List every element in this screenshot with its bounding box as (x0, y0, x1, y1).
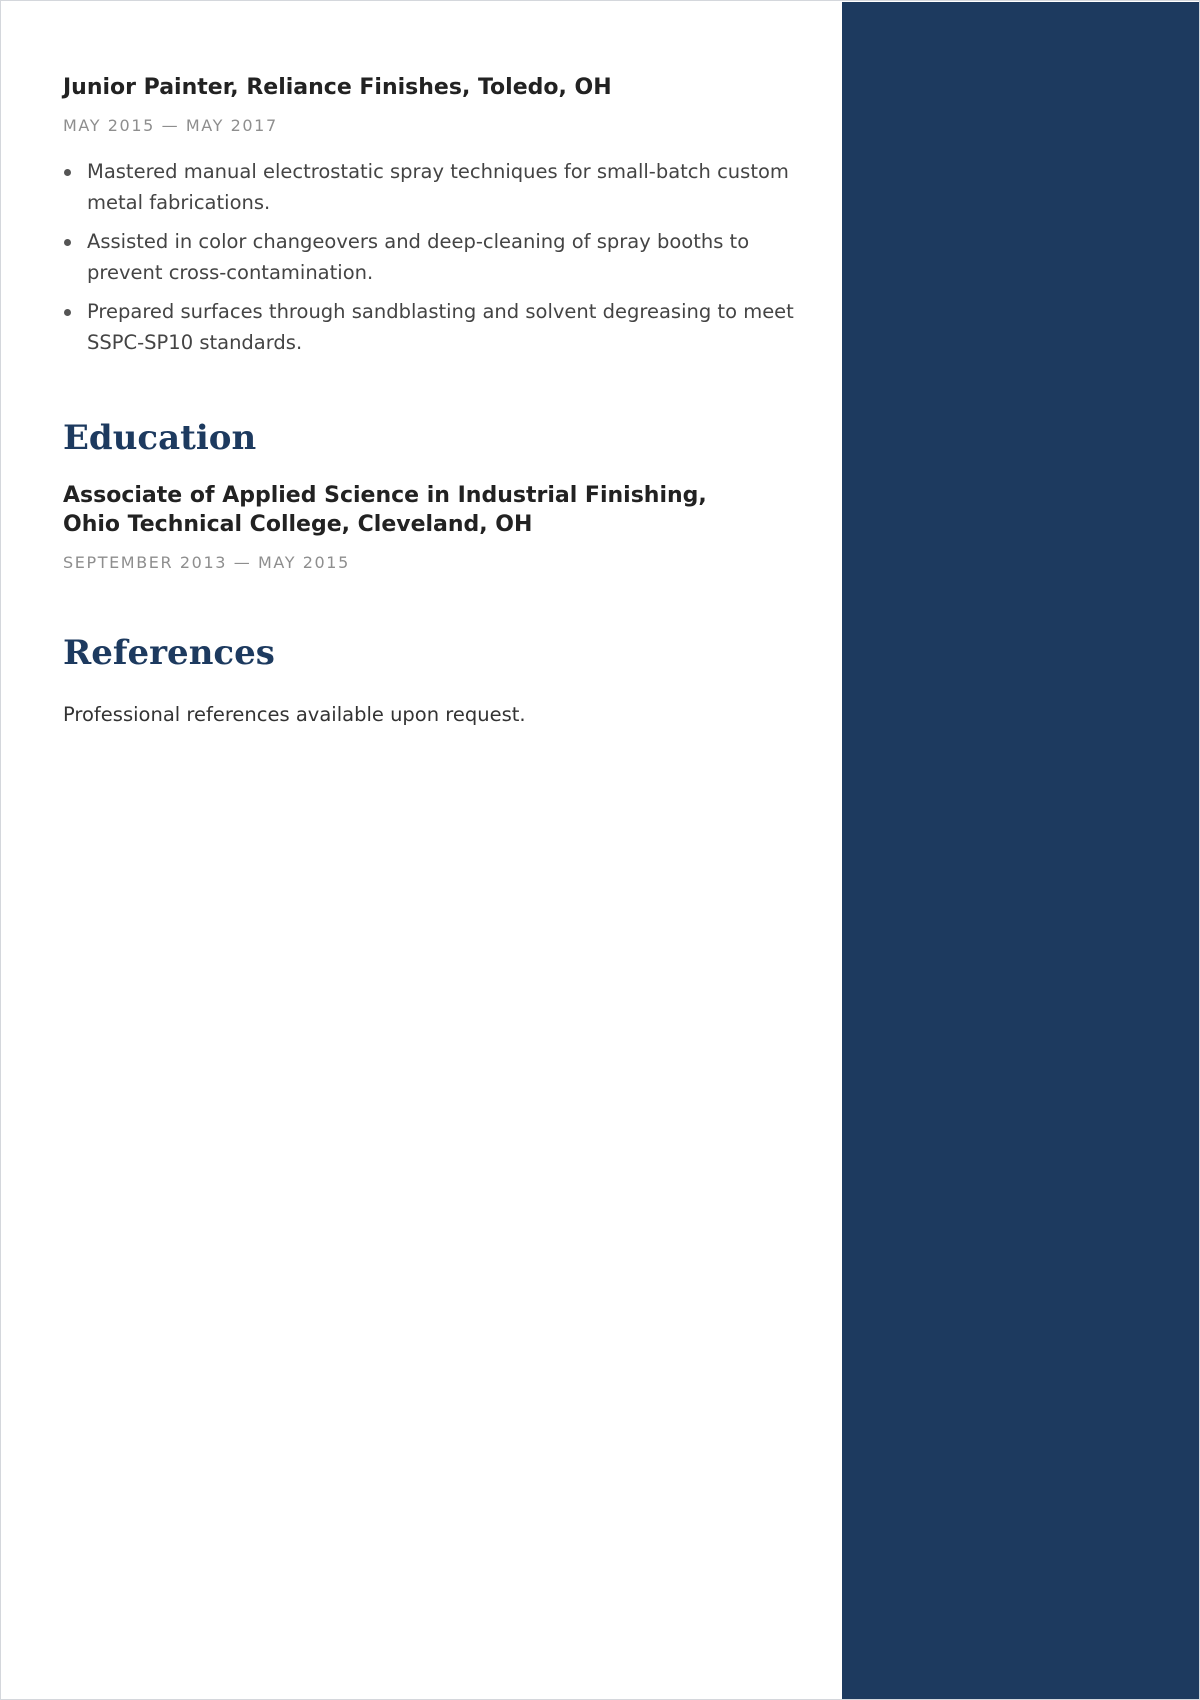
job-dates: MAY 2015 — MAY 2017 (63, 116, 278, 135)
references-text: Professional references available upon request. (63, 703, 526, 726)
job-bullet: Mastered manual electrostatic spray techniques for small-batch custom metal fabrications. (63, 156, 803, 218)
education-dates: SEPTEMBER 2013 — MAY 2015 (63, 553, 350, 572)
references-heading: References (63, 633, 275, 673)
job-bullet: Assisted in color changeovers and deep-cleaning of spray booths to prevent cross-contamination. (63, 226, 803, 288)
education-degree: Associate of Applied Science in Industrial Finishing, Ohio Technical College, Cleveland, OH (63, 483, 707, 537)
job-title: Junior Painter, Reliance Finishes, Toledo, OH (63, 75, 612, 100)
job-bullet-list (63, 156, 803, 366)
education-heading: Education (63, 418, 257, 458)
job-bullet: Prepared surfaces through sandblasting and solvent degreasing to meet SSPC-SP10 standards. (63, 296, 803, 358)
sidebar-panel (842, 2, 1200, 1699)
